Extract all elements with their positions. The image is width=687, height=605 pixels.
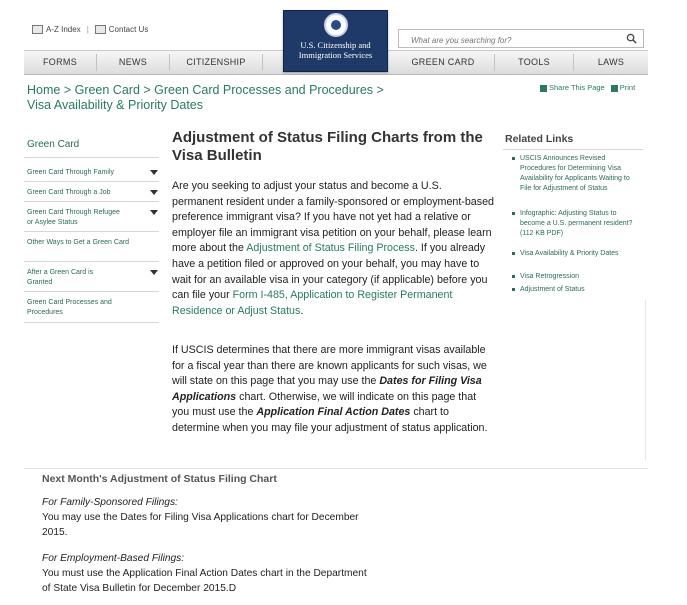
breadcrumb-processes[interactable]: Green Card Processes and Procedures [154, 83, 374, 97]
breadcrumb-current[interactable]: Visa Availability & Priority Dates [27, 98, 204, 112]
dhs-seal-icon [324, 13, 348, 37]
intro-text: . [300, 304, 304, 317]
chevron-down-icon[interactable] [150, 210, 158, 215]
sidebar-divider [24, 157, 159, 158]
intro-text: Are you seeking to adjust your status and become a U.S. permanent resident under a family-sponsored or employment-based preference immigrant visa? If you have not yet had a relative or employer file an immigrant visa petition on your behalf, please learn more about the [172, 180, 494, 255]
sidebar-divider [24, 181, 159, 182]
uscis-logo[interactable] [283, 10, 388, 72]
print-link[interactable]: Print [611, 83, 635, 92]
dates-for-filing-emphasis: Dates for Filing Visa Applications [172, 375, 482, 403]
nav-divider [262, 54, 263, 71]
sidebar-item-job[interactable]: Green Card Through a Job [27, 189, 111, 196]
intro-paragraph [172, 179, 494, 319]
search-icon[interactable] [626, 33, 637, 44]
related-links-title: Related Links [505, 133, 574, 145]
breadcrumb-sep: > [60, 83, 75, 97]
breadcrumb-green-card[interactable]: Green Card [74, 83, 140, 97]
chevron-down-icon[interactable] [150, 190, 158, 195]
search-box [398, 29, 644, 48]
related-link-adjustment[interactable]: Adjustment of Status [520, 285, 638, 295]
sidebar-divider [24, 322, 159, 323]
search-input[interactable] [399, 33, 621, 48]
chevron-down-icon[interactable] [150, 270, 158, 275]
nav-news[interactable]: NEWS [118, 57, 148, 67]
body-text: chart. Otherwise, we will indicate on this page that you must use the [172, 390, 477, 419]
adjustment-process-link[interactable]: Adjustment of Status Filing Process [246, 242, 415, 255]
sidebar-divider [24, 261, 159, 262]
nav-citizenship[interactable]: CITIZENSHIP [186, 57, 246, 67]
breadcrumb-home[interactable]: Home [27, 83, 61, 97]
share-icon [540, 85, 547, 92]
related-link-visa-availability[interactable]: Visa Availability & Priority Dates [520, 249, 638, 259]
nav-tools[interactable]: TOOLS [518, 57, 550, 67]
family-label: For Family-Sponsored Filings: [42, 497, 178, 508]
chevron-down-icon[interactable] [150, 170, 158, 175]
body-text: chart to determine when you may file your adjustment of status application. [172, 406, 488, 434]
nav-green-card[interactable]: GREEN CARD [411, 57, 475, 67]
related-link-retrogression[interactable]: Visa Retrogression [520, 272, 638, 282]
logo-line-1: U.S. Citizenship and [300, 40, 371, 50]
final-action-emphasis: Application Final Action Dates [256, 406, 411, 419]
utility-links [32, 25, 148, 34]
right-border [645, 300, 646, 460]
related-link-procedures[interactable]: USCIS Announces Revised Procedures for Determining Visa Availability for Applicants Waiting to File for Adjustment of Status [520, 154, 638, 194]
breadcrumb-sep: > [373, 83, 384, 97]
sidebar-item-other-ways[interactable]: Other Ways to Get a Green Card [27, 239, 130, 246]
sidebar-item-processes[interactable]: Green Card Processes and Procedures [27, 299, 112, 316]
share-link[interactable]: Share This Page [540, 83, 605, 92]
intro-text: . If you already have a petition filed or approved on your behalf, you may have to wait for an available visa in your category (if applicable) before you can file your [172, 242, 488, 302]
nav-forms[interactable]: FORMS [43, 57, 77, 67]
related-link-infographic[interactable]: Infographic: Adjusting Status to become a U.S. permanent resident? (112 KB PDF) [520, 209, 638, 239]
employment-text: You must use the Application Final Action Dates chart in the Department of State Visa Bulletin for December 2015.D [42, 568, 367, 594]
contact-us-link[interactable]: Contact Us [95, 25, 149, 34]
nav-laws[interactable]: LAWS [597, 57, 625, 67]
availability-paragraph [172, 343, 494, 437]
next-month-heading: Next Month's Adjustment of Status Filing Chart [42, 473, 277, 485]
employment-label: For Employment-Based Filings: [42, 553, 185, 564]
sidebar-divider [24, 291, 159, 292]
family-filing-block [42, 495, 372, 540]
sidebar-divider [24, 201, 159, 202]
contact-icon [95, 25, 106, 34]
print-icon [611, 85, 618, 92]
section-divider [24, 468, 648, 469]
family-text: You may use the Dates for Filing Visa Applications chart for December 2015. [42, 512, 359, 538]
az-index-link[interactable]: A-Z Index [32, 25, 81, 34]
sidebar-item-family[interactable]: Green Card Through Family [27, 169, 115, 176]
breadcrumb [27, 83, 407, 113]
breadcrumb-sep: > [139, 83, 155, 97]
sidebar-divider [24, 231, 159, 232]
page-title: Adjustment of Status Filing Charts from the Visa Bulletin [172, 129, 483, 164]
employment-filing-block [42, 551, 372, 596]
sidebar-item-after-granted[interactable]: After a Green Card is Granted [27, 269, 94, 286]
logo-line-2: Immigration Services [298, 50, 373, 60]
related-divider [503, 149, 643, 150]
book-icon [32, 25, 43, 34]
body-text: If USCIS determines that there are more immigrant visas available for a fiscal year than there are known applicants for such visas, we will state on this page that you may use the [172, 344, 487, 388]
utility-separator: | [86, 25, 89, 35]
page-tools [540, 83, 635, 92]
sidebar-title[interactable]: Green Card [27, 139, 80, 150]
form-i485-link[interactable]: Form I-485, Application to Register Permanent Residence or Adjust Status [172, 289, 453, 317]
sidebar-item-refugee[interactable]: Green Card Through Refugee or Asylee Status [27, 209, 120, 226]
